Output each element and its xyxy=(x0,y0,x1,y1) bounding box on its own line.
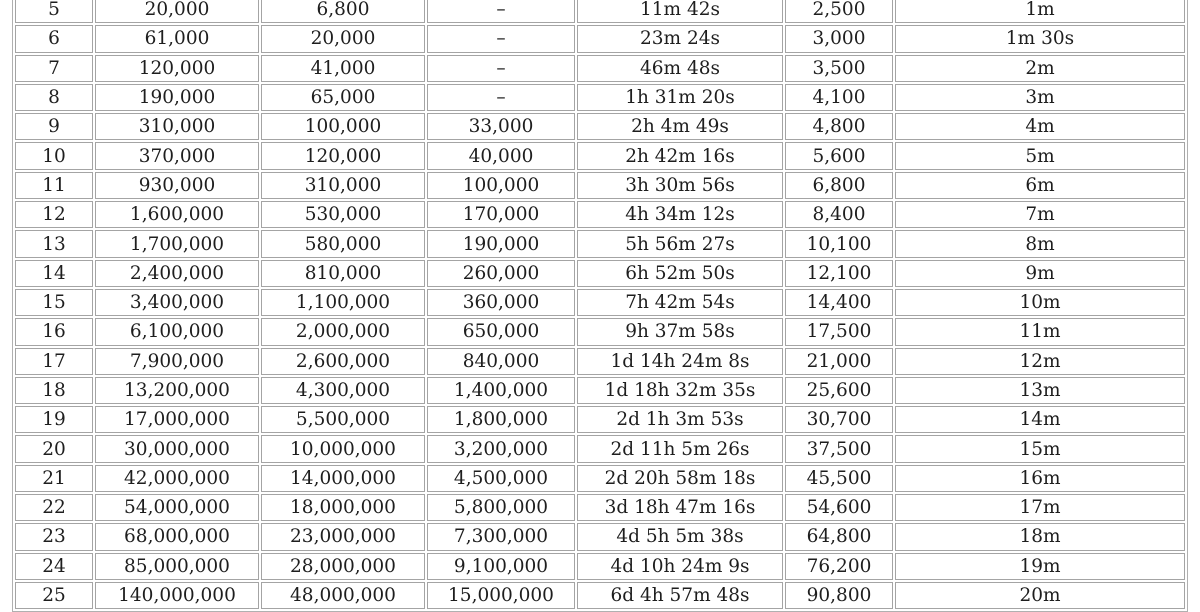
time-cell: 1h 31m 20s xyxy=(577,84,783,111)
cost-2-cell: 18,000,000 xyxy=(261,494,425,521)
cost-3-cell: 7,300,000 xyxy=(427,523,575,550)
extra-time-cell: 18m xyxy=(895,523,1185,550)
time-cell: 4d 10h 24m 9s xyxy=(577,553,783,580)
table-row xyxy=(15,84,1185,111)
cost-2-cell: 810,000 xyxy=(261,260,425,287)
extra-time-cell: 8m xyxy=(895,230,1185,257)
table-row xyxy=(15,201,1185,228)
table-row xyxy=(15,318,1185,345)
table-row xyxy=(15,260,1185,287)
cost-1-cell: 930,000 xyxy=(95,172,259,199)
cost-3-cell: 1,400,000 xyxy=(427,377,575,404)
level-cell: 19 xyxy=(15,406,93,433)
cost-3-cell: – xyxy=(427,55,575,82)
cost-3-cell: 4,500,000 xyxy=(427,465,575,492)
level-cell: 20 xyxy=(15,435,93,462)
table-row xyxy=(15,377,1185,404)
time-cell: 2d 20h 58m 18s xyxy=(577,465,783,492)
points-cell: 3,500 xyxy=(785,55,893,82)
points-cell: 30,700 xyxy=(785,406,893,433)
time-cell: 3h 30m 56s xyxy=(577,172,783,199)
level-cell: 23 xyxy=(15,523,93,550)
cost-3-cell: 15,000,000 xyxy=(427,582,575,609)
time-cell: 46m 48s xyxy=(577,55,783,82)
time-cell: 4h 34m 12s xyxy=(577,201,783,228)
cost-1-cell: 120,000 xyxy=(95,55,259,82)
extra-time-cell: 1m 30s xyxy=(895,25,1185,52)
extra-time-cell: 11m xyxy=(895,318,1185,345)
extra-time-cell: 4m xyxy=(895,113,1185,140)
cost-2-cell: 14,000,000 xyxy=(261,465,425,492)
table-row xyxy=(15,25,1185,52)
extra-time-cell: 14m xyxy=(895,406,1185,433)
cost-1-cell: 370,000 xyxy=(95,142,259,169)
points-cell: 4,800 xyxy=(785,113,893,140)
table-row xyxy=(15,406,1185,433)
level-cell: 6 xyxy=(15,25,93,52)
cost-1-cell: 190,000 xyxy=(95,84,259,111)
table-row xyxy=(15,465,1185,492)
cost-2-cell: 6,800 xyxy=(261,0,425,23)
points-cell: 25,600 xyxy=(785,377,893,404)
points-cell: 2,500 xyxy=(785,0,893,23)
time-cell: 6h 52m 50s xyxy=(577,260,783,287)
time-cell: 5h 56m 27s xyxy=(577,230,783,257)
cost-1-cell: 42,000,000 xyxy=(95,465,259,492)
cost-3-cell: – xyxy=(427,84,575,111)
cost-2-cell: 120,000 xyxy=(261,142,425,169)
cost-1-cell: 13,200,000 xyxy=(95,377,259,404)
cost-1-cell: 2,400,000 xyxy=(95,260,259,287)
cost-1-cell: 61,000 xyxy=(95,25,259,52)
table-row xyxy=(15,142,1185,169)
cost-2-cell: 10,000,000 xyxy=(261,435,425,462)
points-cell: 6,800 xyxy=(785,172,893,199)
points-cell: 4,100 xyxy=(785,84,893,111)
points-cell: 14,400 xyxy=(785,289,893,316)
level-cell: 5 xyxy=(15,0,93,23)
cost-2-cell: 310,000 xyxy=(261,172,425,199)
extra-time-cell: 16m xyxy=(895,465,1185,492)
cost-1-cell: 310,000 xyxy=(95,113,259,140)
time-cell: 3d 18h 47m 16s xyxy=(577,494,783,521)
points-cell: 37,500 xyxy=(785,435,893,462)
cost-1-cell: 54,000,000 xyxy=(95,494,259,521)
cost-2-cell: 100,000 xyxy=(261,113,425,140)
extra-time-cell: 20m xyxy=(895,582,1185,609)
table-body xyxy=(15,0,1185,609)
cost-1-cell: 1,700,000 xyxy=(95,230,259,257)
level-cell: 14 xyxy=(15,260,93,287)
points-cell: 76,200 xyxy=(785,553,893,580)
cost-3-cell: 5,800,000 xyxy=(427,494,575,521)
points-cell: 45,500 xyxy=(785,465,893,492)
extra-time-cell: 13m xyxy=(895,377,1185,404)
cost-2-cell: 2,000,000 xyxy=(261,318,425,345)
cost-3-cell: 100,000 xyxy=(427,172,575,199)
cost-1-cell: 17,000,000 xyxy=(95,406,259,433)
table-row xyxy=(15,523,1185,550)
cost-3-cell: 9,100,000 xyxy=(427,553,575,580)
level-cell: 10 xyxy=(15,142,93,169)
extra-time-cell: 12m xyxy=(895,348,1185,375)
points-cell: 21,000 xyxy=(785,348,893,375)
level-cell: 16 xyxy=(15,318,93,345)
points-cell: 3,000 xyxy=(785,25,893,52)
cost-1-cell: 1,600,000 xyxy=(95,201,259,228)
points-cell: 10,100 xyxy=(785,230,893,257)
time-cell: 7h 42m 54s xyxy=(577,289,783,316)
cost-2-cell: 530,000 xyxy=(261,201,425,228)
cost-1-cell: 140,000,000 xyxy=(95,582,259,609)
extra-time-cell: 5m xyxy=(895,142,1185,169)
table-row xyxy=(15,113,1185,140)
points-cell: 54,600 xyxy=(785,494,893,521)
cost-1-cell: 3,400,000 xyxy=(95,289,259,316)
level-cell: 25 xyxy=(15,582,93,609)
cost-2-cell: 41,000 xyxy=(261,55,425,82)
level-cell: 12 xyxy=(15,201,93,228)
cost-1-cell: 6,100,000 xyxy=(95,318,259,345)
upgrade-table xyxy=(12,0,1188,612)
cost-1-cell: 68,000,000 xyxy=(95,523,259,550)
cost-3-cell: 190,000 xyxy=(427,230,575,257)
cost-1-cell: 85,000,000 xyxy=(95,553,259,580)
points-cell: 17,500 xyxy=(785,318,893,345)
cost-3-cell: 650,000 xyxy=(427,318,575,345)
cost-3-cell: 360,000 xyxy=(427,289,575,316)
extra-time-cell: 9m xyxy=(895,260,1185,287)
level-cell: 15 xyxy=(15,289,93,316)
cost-3-cell: 40,000 xyxy=(427,142,575,169)
cost-2-cell: 1,100,000 xyxy=(261,289,425,316)
extra-time-cell: 1m xyxy=(895,0,1185,23)
time-cell: 11m 42s xyxy=(577,0,783,23)
cost-2-cell: 580,000 xyxy=(261,230,425,257)
level-cell: 7 xyxy=(15,55,93,82)
level-cell: 21 xyxy=(15,465,93,492)
cost-3-cell: 170,000 xyxy=(427,201,575,228)
time-cell: 9h 37m 58s xyxy=(577,318,783,345)
extra-time-cell: 19m xyxy=(895,553,1185,580)
extra-time-cell: 3m xyxy=(895,84,1185,111)
cost-2-cell: 65,000 xyxy=(261,84,425,111)
level-cell: 8 xyxy=(15,84,93,111)
cost-3-cell: 260,000 xyxy=(427,260,575,287)
table-row xyxy=(15,348,1185,375)
extra-time-cell: 7m xyxy=(895,201,1185,228)
table-row xyxy=(15,435,1185,462)
time-cell: 2d 11h 5m 26s xyxy=(577,435,783,462)
extra-time-cell: 2m xyxy=(895,55,1185,82)
cost-2-cell: 20,000 xyxy=(261,25,425,52)
cost-3-cell: – xyxy=(427,0,575,23)
points-cell: 90,800 xyxy=(785,582,893,609)
level-cell: 13 xyxy=(15,230,93,257)
cost-3-cell: 840,000 xyxy=(427,348,575,375)
time-cell: 1d 14h 24m 8s xyxy=(577,348,783,375)
cost-3-cell: – xyxy=(427,25,575,52)
time-cell: 6d 4h 57m 48s xyxy=(577,582,783,609)
points-cell: 64,800 xyxy=(785,523,893,550)
cost-1-cell: 7,900,000 xyxy=(95,348,259,375)
table-row xyxy=(15,55,1185,82)
table-row xyxy=(15,582,1185,609)
cost-3-cell: 1,800,000 xyxy=(427,406,575,433)
level-cell: 24 xyxy=(15,553,93,580)
cost-2-cell: 4,300,000 xyxy=(261,377,425,404)
level-cell: 17 xyxy=(15,348,93,375)
cost-3-cell: 33,000 xyxy=(427,113,575,140)
table-row xyxy=(15,172,1185,199)
level-cell: 18 xyxy=(15,377,93,404)
time-cell: 1d 18h 32m 35s xyxy=(577,377,783,404)
time-cell: 2h 4m 49s xyxy=(577,113,783,140)
time-cell: 2d 1h 3m 53s xyxy=(577,406,783,433)
table-row xyxy=(15,494,1185,521)
extra-time-cell: 15m xyxy=(895,435,1185,462)
extra-time-cell: 10m xyxy=(895,289,1185,316)
extra-time-cell: 6m xyxy=(895,172,1185,199)
table-row xyxy=(15,0,1185,23)
cost-2-cell: 23,000,000 xyxy=(261,523,425,550)
cost-2-cell: 5,500,000 xyxy=(261,406,425,433)
extra-time-cell: 17m xyxy=(895,494,1185,521)
level-cell: 22 xyxy=(15,494,93,521)
cost-1-cell: 20,000 xyxy=(95,0,259,23)
time-cell: 4d 5h 5m 38s xyxy=(577,523,783,550)
points-cell: 12,100 xyxy=(785,260,893,287)
cost-3-cell: 3,200,000 xyxy=(427,435,575,462)
cost-1-cell: 30,000,000 xyxy=(95,435,259,462)
cost-2-cell: 28,000,000 xyxy=(261,553,425,580)
points-cell: 5,600 xyxy=(785,142,893,169)
table-row xyxy=(15,553,1185,580)
cost-2-cell: 48,000,000 xyxy=(261,582,425,609)
time-cell: 2h 42m 16s xyxy=(577,142,783,169)
points-cell: 8,400 xyxy=(785,201,893,228)
level-cell: 11 xyxy=(15,172,93,199)
table-row xyxy=(15,230,1185,257)
table-row xyxy=(15,289,1185,316)
level-cell: 9 xyxy=(15,113,93,140)
cost-2-cell: 2,600,000 xyxy=(261,348,425,375)
time-cell: 23m 24s xyxy=(577,25,783,52)
